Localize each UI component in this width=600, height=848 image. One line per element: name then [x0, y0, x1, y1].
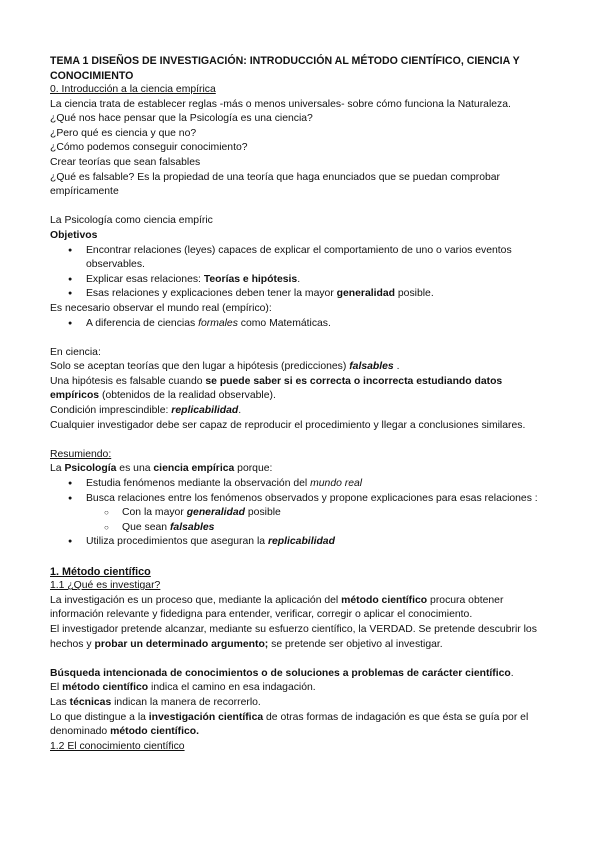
paragraph: ¿Qué es falsable? Es la propiedad de una teoría que haga enunciados que se puedan comprobar empíricamente	[50, 171, 501, 198]
paragraph: ¿Qué nos hace pensar que la Psicología es una ciencia?	[50, 113, 313, 125]
list-item: ● Encontrar relaciones (leyes) capaces de explicar el comportamiento de uno o varios eventos observables.	[50, 244, 550, 273]
paragraph: Lo que distingue a la investigación científica de otras formas de indagación es que ésta se guía por el denominado método científico.	[50, 711, 529, 738]
list-item: ● Busca relaciones entre los fenómenos observados y propone explicaciones para esas relaciones : ○ Con la mayor generalidad posible ○ Que sean falsables	[50, 492, 550, 536]
paragraph: Es necesario observar el mundo real (empírico):	[50, 302, 272, 314]
list-item: ● Utiliza procedimientos que aseguran la replicabilidad	[50, 535, 550, 550]
resumiendo-label: Resumiendo:	[50, 448, 112, 460]
paragraph: La investigación es un proceso que, mediante la aplicación del método científico procura obtener información relevante y fidedigna para entender, verificar, corregir o aplicar el conocimiento.	[50, 594, 504, 621]
paragraph: Las técnicas indican la manera de recorrerlo.	[50, 696, 261, 708]
subsection-heading: 1.2 El conocimiento científico	[50, 740, 185, 752]
list-item: ● A diferencia de ciencias formales como Matemáticas.	[50, 317, 550, 332]
paragraph: Una hipótesis es falsable cuando se puede saber si es correcta o incorrecta estudiando datos empíricos (obtenidos de la realidad observable).	[50, 375, 503, 402]
list-item: ● Esas relaciones y explicaciones deben tener la mayor generalidad posible.	[50, 287, 550, 302]
list-item: ● Estudia fenómenos mediante la observación del mundo real	[50, 477, 550, 492]
real-world-list	[50, 317, 550, 332]
paragraph: La Psicología es una ciencia empírica porque:	[50, 463, 273, 475]
paragraph: Solo se aceptan teorías que den lugar a hipótesis (predicciones) falsables .	[50, 361, 400, 373]
paragraph: ¿Pero qué es ciencia y que no?	[50, 127, 197, 139]
paragraph: Crear teorías que sean falsables	[50, 156, 201, 168]
document-title: TEMA 1 DISEÑOS DE INVESTIGACIÓN: INTRODUCCIÓN AL MÉTODO CIENTÍFICO, CIENCIA Y CONOCIMIENTO	[50, 55, 520, 82]
subsection-heading: 1.1 ¿Qué es investigar?	[50, 580, 161, 592]
paragraph: La Psicología como ciencia empíric	[50, 215, 213, 227]
paragraph: ¿Cómo podemos conseguir conocimiento?	[50, 142, 248, 154]
paragraph: Condición imprescindible: replicabilidad.	[50, 405, 242, 417]
sub-list-item: ○ Con la mayor generalidad posible	[50, 506, 550, 521]
paragraph: El método científico indica el camino en esa indagación.	[50, 682, 316, 694]
paragraph: Cualquier investigador debe ser capaz de reproducir el procedimiento y llegar a conclusiones similares.	[50, 419, 526, 431]
objetivos-list	[50, 244, 550, 302]
paragraph: La ciencia trata de establecer reglas -más o menos universales- sobre cómo funciona la Naturaleza.	[50, 98, 511, 110]
section-heading-intro: 0. Introducción a la ciencia empírica	[50, 84, 216, 95]
list-item: ● Explicar esas relaciones: Teorías e hipótesis.	[50, 273, 550, 288]
sub-list-item: ○ Que sean falsables	[50, 521, 550, 536]
sub-list	[50, 506, 550, 535]
resumiendo-list	[50, 477, 550, 550]
paragraph: El investigador pretende alcanzar, mediante su esfuerzo científico, la VERDAD. Se pretende descubrir los hechos y probar un determinado argumento; se pretende ser objetivo al investigar.	[50, 623, 537, 650]
paragraph: Búsqueda intencionada de conocimientos o de soluciones a problemas de carácter científico.	[50, 667, 514, 679]
paragraph: En ciencia:	[50, 346, 101, 358]
objetivos-label: Objetivos	[50, 229, 98, 241]
document-page	[50, 54, 550, 754]
section-heading-metodo: 1. Método científico	[50, 565, 151, 578]
